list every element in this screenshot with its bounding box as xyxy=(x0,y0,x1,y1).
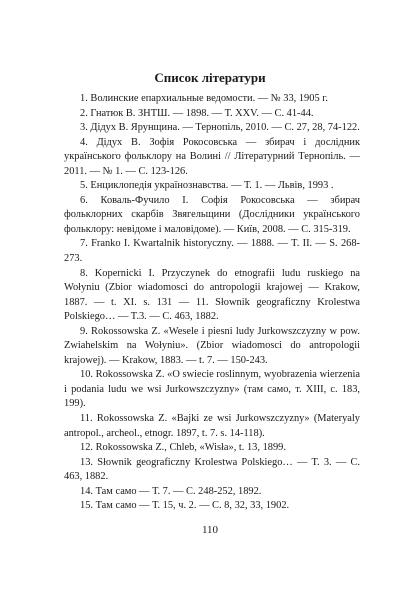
reference-item: 2. Гнатюк В. ЗНТШ. — 1898. — Т. XXV. — С. 41-44. xyxy=(80,107,314,119)
reference-item: 4. Дідух В. Зофія Рокосовська — збирач і дослідник українського фольклору на Волині // Літературний Тернопіль. — 2011. — № 1. — С. 123-126. xyxy=(64,136,360,177)
reference-item: 6. Коваль-Фучило І. Софія Рокосовська — збирач фольклорних скарбів Звягельщини (Дослідники українського фольклору: невідоме і маловідоме). — Київ, 2008. — С. 315-319. xyxy=(64,194,360,235)
reference-item: 1. Волинские епархиальные ведомости. — № 33, 1905 г. xyxy=(80,93,328,104)
reference-item: 5. Енциклопедія українознавства. — Т. 1. — Львів, 1993 . xyxy=(80,180,334,192)
reference-item: 15. Там само — Т. 15, ч. 2. — С. 8, 32, 33, 1902. xyxy=(80,500,290,512)
reference-item: 14. Там само — Т. 7. — С. 248-252, 1892. xyxy=(80,485,262,497)
page-title: Список літератури xyxy=(154,70,266,85)
reference-item: 9. Rokossowska Z. «Wesele i piesni ludy Jurkowszczyzny w pow. Zwiahelskim na Wołyniu». (Zbior wiadomosci do antropologii krajowej). — Krakow, 1883. — t. 7. — 150-243. xyxy=(64,325,360,366)
reference-item: 8. Kopernicki I. Przyczynek do etnografii ludu ruskiego na Wołyniu (Zbior wiadomosci do antropologii krajowej — Krakow, 1887. — t. XI. s. 131 — 11. Słownik geograficzny Krolestwa Polskiego… — T.3. — С. 463, 1882. xyxy=(64,267,360,323)
reference-list xyxy=(64,92,360,514)
reference-item: 3. Дідух В. Ярунщина. — Тернопіль, 2010. — С. 27, 28, 74-122. xyxy=(80,122,360,134)
reference-item: 7. Franko I. Kwartalnik historyczny. — 1888. — T. II. — S. 268-273. xyxy=(64,238,360,265)
reference-item: 10. Rokossowska Z. «O swiecie roslinnym, wyobrazenia wierzenia i podania ludu we wsi Jurkowszczyzny» (там само, т. XIII, с. 183, 199). xyxy=(64,369,360,410)
reference-item: 12. Rokossowska Z., Chleb, «Wisła», t. 13, 1899. xyxy=(80,442,286,454)
reference-item: 11. Rokossowska Z. «Bajki ze wsi Jurkowszczyzny» (Materyaly antropol., archeol., etnogr. 1897, t. 7. s. 14-118). xyxy=(64,413,360,439)
reference-item: 13. Słownik geograficzny Krolestwa Polskiego… — T. 3. — C. 463, 1882. xyxy=(64,456,360,483)
page-number: 110 xyxy=(201,524,219,536)
